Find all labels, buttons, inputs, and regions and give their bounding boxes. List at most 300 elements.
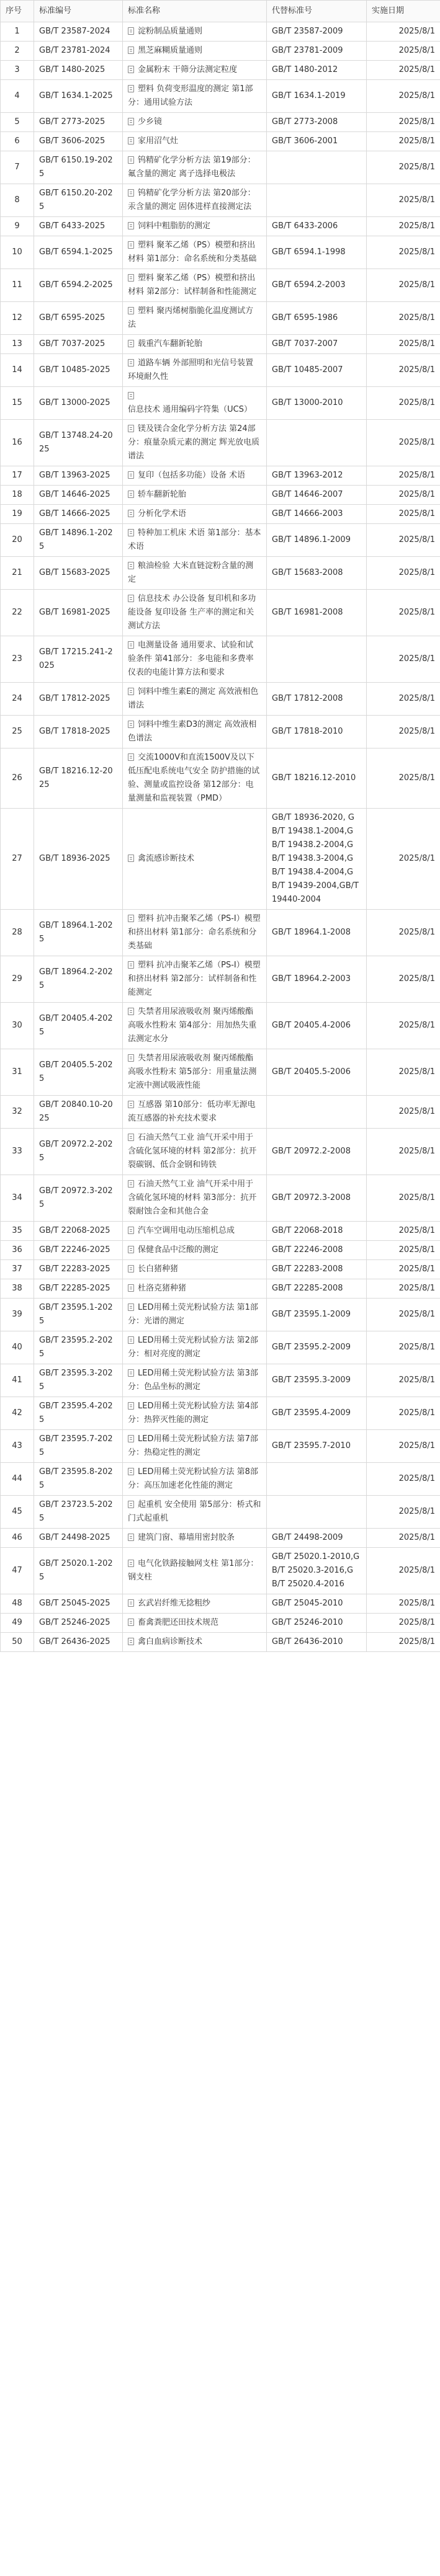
cell-name bbox=[123, 335, 267, 354]
header-name: 标准名称 bbox=[123, 1, 267, 22]
cell-name bbox=[123, 748, 267, 809]
document-icon bbox=[128, 1402, 134, 1410]
cell-seq: 12 bbox=[1, 302, 34, 335]
document-icon bbox=[128, 1227, 134, 1234]
document-icon bbox=[128, 1008, 134, 1015]
table-row bbox=[1, 636, 440, 683]
table-row bbox=[1, 1096, 440, 1129]
cell-replaces: GB/T 23595.1-2009 bbox=[267, 1299, 367, 1331]
cell-replaces: GB/T 17818-2010 bbox=[267, 716, 367, 748]
cell-code: GB/T 2773-2025 bbox=[34, 113, 123, 132]
cell-replaces: GB/T 20405.5-2006 bbox=[267, 1049, 367, 1096]
cell-code: GB/T 6433-2025 bbox=[34, 217, 123, 236]
document-icon bbox=[128, 641, 134, 649]
cell-date: 2025/8/1 bbox=[367, 1548, 440, 1594]
cell-name bbox=[123, 683, 267, 716]
document-icon bbox=[128, 529, 134, 536]
cell-code: GB/T 20972.2-2025 bbox=[34, 1129, 123, 1175]
cell-name bbox=[123, 1241, 267, 1260]
cell-seq: 7 bbox=[1, 151, 34, 184]
cell-name bbox=[123, 236, 267, 269]
cell-date: 2025/8/1 bbox=[367, 1096, 440, 1129]
cell-code: GB/T 22068-2025 bbox=[34, 1222, 123, 1241]
cell-name bbox=[123, 466, 267, 486]
cell-seq: 8 bbox=[1, 184, 34, 217]
document-icon bbox=[128, 66, 134, 73]
cell-date: 2025/8/1 bbox=[367, 1364, 440, 1397]
standard-name-text: 交流1000V和直流1500V及以下低压配电系统电气安全 防护措施的试验、测量或监控设备 第12部分：电量测量和监视装置（PMD） bbox=[128, 753, 260, 803]
cell-seq: 32 bbox=[1, 1096, 34, 1129]
cell-replaces: GB/T 1634.1-2019 bbox=[267, 80, 367, 113]
document-icon bbox=[128, 1560, 134, 1567]
document-icon bbox=[128, 1599, 134, 1607]
cell-date: 2025/8/1 bbox=[367, 184, 440, 217]
cell-date: 2025/8/1 bbox=[367, 1260, 440, 1279]
standard-name-text: 塑料 抗冲击聚苯乙烯（PS-I）模塑和挤出材料 第1部分：命名系统和分类基础 bbox=[128, 914, 261, 951]
cell-replaces: GB/T 14666-2003 bbox=[267, 505, 367, 524]
document-icon bbox=[128, 1468, 134, 1475]
cell-code: GB/T 1634.1-2025 bbox=[34, 80, 123, 113]
standard-name-text: 失禁者用尿液吸收剂 聚丙烯酸酯高吸水性粉末 第5部分：用重量法测定液中测试吸液性能 bbox=[128, 1054, 257, 1090]
table-row bbox=[1, 557, 440, 590]
cell-seq: 47 bbox=[1, 1548, 34, 1594]
cell-date: 2025/8/1 bbox=[367, 486, 440, 505]
cell-replaces: GB/T 22285-2008 bbox=[267, 1279, 367, 1299]
cell-date: 2025/8/1 bbox=[367, 636, 440, 683]
table-row bbox=[1, 910, 440, 956]
standard-name-text: 饲料中粗脂肪的测定 bbox=[138, 221, 211, 231]
cell-replaces: GB/T 6595-1986 bbox=[267, 302, 367, 335]
standard-name-text: 金属粉末 干筛分法测定粒度 bbox=[138, 65, 238, 74]
cell-name bbox=[123, 1279, 267, 1299]
cell-replaces: GB/T 23595.7-2010 bbox=[267, 1430, 367, 1463]
cell-seq: 15 bbox=[1, 387, 34, 420]
standard-name-text: 塑料 聚苯乙烯（PS）模塑和挤出材料 第2部分：试样制备和性能测定 bbox=[128, 273, 257, 296]
table-row bbox=[1, 1331, 440, 1364]
cell-date: 2025/8/1 bbox=[367, 1003, 440, 1049]
table-row bbox=[1, 151, 440, 184]
document-icon bbox=[128, 340, 134, 347]
standard-name-text: 家用沼气灶 bbox=[138, 136, 179, 146]
cell-name bbox=[123, 420, 267, 466]
cell-replaces: GB/T 24498-2009 bbox=[267, 1529, 367, 1548]
cell-seq: 43 bbox=[1, 1430, 34, 1463]
cell-date: 2025/8/1 bbox=[367, 1496, 440, 1529]
cell-code: GB/T 18964.1-2025 bbox=[34, 910, 123, 956]
document-icon bbox=[128, 85, 134, 92]
cell-name bbox=[123, 1222, 267, 1241]
cell-name bbox=[123, 1529, 267, 1548]
table-row bbox=[1, 1594, 440, 1614]
cell-replaces: GB/T 16981-2008 bbox=[267, 590, 367, 636]
document-icon bbox=[128, 274, 134, 282]
standard-name-text: 塑料 负荷变形温度的测定 第1部分：通用试验方法 bbox=[128, 84, 253, 107]
cell-replaces: GB/T 22068-2018 bbox=[267, 1222, 367, 1241]
cell-replaces: GB/T 25045-2010 bbox=[267, 1594, 367, 1614]
cell-name bbox=[123, 184, 267, 217]
cell-name bbox=[123, 1175, 267, 1222]
cell-date: 2025/8/1 bbox=[367, 1397, 440, 1430]
cell-code: GB/T 18216.12-2025 bbox=[34, 748, 123, 809]
cell-replaces: GB/T 20972.3-2008 bbox=[267, 1175, 367, 1222]
cell-date: 2025/8/1 bbox=[367, 505, 440, 524]
header-seq: 序号 bbox=[1, 1, 34, 22]
table-row bbox=[1, 1003, 440, 1049]
cell-replaces: GB/T 10485-2007 bbox=[267, 354, 367, 387]
cell-seq: 46 bbox=[1, 1529, 34, 1548]
document-icon bbox=[128, 1619, 134, 1626]
cell-replaces: GB/T 23595.3-2009 bbox=[267, 1364, 367, 1397]
cell-date: 2025/8/1 bbox=[367, 1279, 440, 1299]
document-icon bbox=[128, 1638, 134, 1645]
cell-date: 2025/8/1 bbox=[367, 113, 440, 132]
document-icon bbox=[128, 510, 134, 517]
cell-replaces: GB/T 6594.2-2003 bbox=[267, 269, 367, 302]
cell-date: 2025/8/1 bbox=[367, 1241, 440, 1260]
cell-name bbox=[123, 132, 267, 151]
cell-replaces: GB/T 23587-2009 bbox=[267, 22, 367, 42]
standard-name-text: 道路车辆 外部照明和光信号装置 环境耐久性 bbox=[128, 358, 254, 381]
cell-seq: 36 bbox=[1, 1241, 34, 1260]
cell-replaces: GB/T 20405.4-2006 bbox=[267, 1003, 367, 1049]
standard-name-text: 少乡镜 bbox=[138, 117, 163, 127]
cell-seq: 48 bbox=[1, 1594, 34, 1614]
cell-date: 2025/8/1 bbox=[367, 387, 440, 420]
table-row bbox=[1, 269, 440, 302]
cell-code: GB/T 25246-2025 bbox=[34, 1614, 123, 1633]
standard-name-text: LED用稀土荧光粉试验方法 第8部分：高压加速老化性能的测定 bbox=[128, 1467, 258, 1490]
cell-date: 2025/8/1 bbox=[367, 557, 440, 590]
cell-name bbox=[123, 1260, 267, 1279]
cell-date: 2025/8/1 bbox=[367, 420, 440, 466]
document-icon bbox=[128, 471, 134, 479]
standard-name-text: 黑芝麻糊质量通则 bbox=[138, 46, 203, 55]
table-row bbox=[1, 1279, 440, 1299]
cell-code: GB/T 23723.5-2025 bbox=[34, 1496, 123, 1529]
cell-seq: 9 bbox=[1, 217, 34, 236]
cell-replaces bbox=[267, 1463, 367, 1496]
table-row bbox=[1, 42, 440, 61]
standard-name-text: 塑料 抗冲击聚苯乙烯（PS-I）模塑和挤出材料 第2部分：试样制备和性能测定 bbox=[128, 961, 261, 997]
table-row bbox=[1, 1529, 440, 1548]
table-row bbox=[1, 590, 440, 636]
standard-name-text: 玄武岩纤维无捻粗纱 bbox=[138, 1599, 211, 1608]
cell-seq: 31 bbox=[1, 1049, 34, 1096]
document-icon bbox=[128, 1369, 134, 1377]
cell-seq: 30 bbox=[1, 1003, 34, 1049]
cell-date: 2025/8/1 bbox=[367, 1633, 440, 1652]
cell-seq: 2 bbox=[1, 42, 34, 61]
document-icon bbox=[128, 241, 134, 249]
cell-replaces: GB/T 18964.2-2003 bbox=[267, 956, 367, 1003]
table-row bbox=[1, 1548, 440, 1594]
cell-replaces: GB/T 26436-2010 bbox=[267, 1633, 367, 1652]
cell-seq: 6 bbox=[1, 132, 34, 151]
cell-name bbox=[123, 302, 267, 335]
cell-replaces: GB/T 18216.12-2010 bbox=[267, 748, 367, 809]
document-icon bbox=[128, 47, 134, 54]
cell-date: 2025/8/1 bbox=[367, 1299, 440, 1331]
document-icon bbox=[128, 1336, 134, 1344]
cell-replaces: GB/T 15683-2008 bbox=[267, 557, 367, 590]
cell-name bbox=[123, 557, 267, 590]
cell-seq: 18 bbox=[1, 486, 34, 505]
cell-seq: 42 bbox=[1, 1397, 34, 1430]
cell-name bbox=[123, 1633, 267, 1652]
cell-code: GB/T 7037-2025 bbox=[34, 335, 123, 354]
cell-seq: 26 bbox=[1, 748, 34, 809]
standard-name-text: LED用稀土荧光粉试验方法 第2部分：相对亮度的测定 bbox=[128, 1336, 258, 1359]
document-icon bbox=[128, 491, 134, 498]
standard-name-text: LED用稀土荧光粉试验方法 第1部分：光谱的测定 bbox=[128, 1303, 258, 1326]
table-row bbox=[1, 236, 440, 269]
cell-seq: 17 bbox=[1, 466, 34, 486]
cell-code: GB/T 23595.1-2025 bbox=[34, 1299, 123, 1331]
cell-seq: 44 bbox=[1, 1463, 34, 1496]
table-row bbox=[1, 1241, 440, 1260]
document-icon bbox=[128, 688, 134, 695]
cell-code: GB/T 26436-2025 bbox=[34, 1633, 123, 1652]
cell-code: GB/T 17812-2025 bbox=[34, 683, 123, 716]
cell-seq: 41 bbox=[1, 1364, 34, 1397]
cell-name bbox=[123, 1397, 267, 1430]
cell-date: 2025/8/1 bbox=[367, 590, 440, 636]
cell-seq: 10 bbox=[1, 236, 34, 269]
standard-name-text: 杜洛克猪种猪 bbox=[138, 1284, 187, 1293]
document-icon bbox=[128, 961, 134, 969]
table-row bbox=[1, 420, 440, 466]
cell-code: GB/T 6595-2025 bbox=[34, 302, 123, 335]
standard-name-text: 失禁者用尿液吸收剂 聚丙烯酸酯高吸水性粉末 第4部分：用加热失重法测定水分 bbox=[128, 1007, 257, 1044]
cell-replaces bbox=[267, 1496, 367, 1529]
cell-name bbox=[123, 716, 267, 748]
cell-date: 2025/8/1 bbox=[367, 524, 440, 557]
cell-code: GB/T 23595.3-2025 bbox=[34, 1364, 123, 1397]
cell-replaces: GB/T 3606-2001 bbox=[267, 132, 367, 151]
standard-name-text: 电气化铁路接触网支柱 第1部分：钢支柱 bbox=[128, 1559, 259, 1582]
document-icon bbox=[128, 1501, 134, 1508]
cell-seq: 19 bbox=[1, 505, 34, 524]
cell-seq: 16 bbox=[1, 420, 34, 466]
cell-date: 2025/8/1 bbox=[367, 1529, 440, 1548]
cell-name bbox=[123, 524, 267, 557]
cell-code: GB/T 6150.19-2025 bbox=[34, 151, 123, 184]
table-row bbox=[1, 1049, 440, 1096]
cell-code: GB/T 13748.24-2025 bbox=[34, 420, 123, 466]
cell-date: 2025/8/1 bbox=[367, 1463, 440, 1496]
cell-seq: 38 bbox=[1, 1279, 34, 1299]
cell-replaces: GB/T 20972.2-2008 bbox=[267, 1129, 367, 1175]
cell-code: GB/T 13000-2025 bbox=[34, 387, 123, 420]
cell-name bbox=[123, 1049, 267, 1096]
cell-replaces: GB/T 6433-2006 bbox=[267, 217, 367, 236]
cell-seq: 11 bbox=[1, 269, 34, 302]
cell-replaces bbox=[267, 636, 367, 683]
cell-replaces: GB/T 25246-2010 bbox=[267, 1614, 367, 1633]
cell-date: 2025/8/1 bbox=[367, 1430, 440, 1463]
cell-code: GB/T 17215.241-2025 bbox=[34, 636, 123, 683]
cell-date: 2025/8/1 bbox=[367, 1222, 440, 1241]
cell-seq: 29 bbox=[1, 956, 34, 1003]
standard-name-text: 信息技术 办公设备 复印机和多功能设备 复印设备 生产率的测定和关测试方法 bbox=[128, 594, 256, 631]
cell-date: 2025/8/1 bbox=[367, 269, 440, 302]
cell-code: GB/T 23595.2-2025 bbox=[34, 1331, 123, 1364]
cell-date: 2025/8/1 bbox=[367, 217, 440, 236]
cell-name bbox=[123, 42, 267, 61]
standard-name-text: 特种加工机床 术语 第1部分：基本术语 bbox=[128, 528, 261, 551]
cell-date: 2025/8/1 bbox=[367, 236, 440, 269]
standard-name-text: 石油天然气工业 油气开采中用于含硫化氢环境的材料 第2部分：抗开裂碳钢、低合金钢和铸铁 bbox=[128, 1133, 257, 1170]
table-row bbox=[1, 809, 440, 910]
table-row bbox=[1, 80, 440, 113]
cell-date: 2025/8/1 bbox=[367, 132, 440, 151]
cell-name bbox=[123, 1364, 267, 1397]
cell-replaces: GB/T 25020.1-2010,GB/T 25020.3-2016,GB/T 25020.4-2016 bbox=[267, 1548, 367, 1594]
standard-name-text: LED用稀土荧光粉试验方法 第3部分：色品坐标的测定 bbox=[128, 1369, 258, 1392]
cell-name bbox=[123, 1496, 267, 1529]
document-icon bbox=[128, 1284, 134, 1292]
cell-name bbox=[123, 1129, 267, 1175]
cell-seq: 33 bbox=[1, 1129, 34, 1175]
table-row bbox=[1, 1175, 440, 1222]
cell-replaces: GB/T 6594.1-1998 bbox=[267, 236, 367, 269]
cell-code: GB/T 20405.5-2025 bbox=[34, 1049, 123, 1096]
cell-seq: 22 bbox=[1, 590, 34, 636]
cell-date: 2025/8/1 bbox=[367, 809, 440, 910]
standard-name-text: 石油天然气工业 油气开采中用于含硫化氢环境的材料 第3部分：抗开裂耐蚀合金和其他合金 bbox=[128, 1179, 257, 1216]
document-icon bbox=[128, 1054, 134, 1062]
standard-name-text: 起重机 安全使用 第5部分：桥式和门式起重机 bbox=[128, 1500, 261, 1523]
cell-name bbox=[123, 61, 267, 80]
document-icon bbox=[128, 27, 134, 35]
cell-seq: 3 bbox=[1, 61, 34, 80]
cell-seq: 27 bbox=[1, 809, 34, 910]
cell-date: 2025/8/1 bbox=[367, 956, 440, 1003]
header-row bbox=[1, 1, 440, 22]
document-icon bbox=[128, 222, 134, 229]
document-icon bbox=[128, 1101, 134, 1108]
cell-name bbox=[123, 1463, 267, 1496]
cell-code: GB/T 23595.4-2025 bbox=[34, 1397, 123, 1430]
cell-code: GB/T 3606-2025 bbox=[34, 132, 123, 151]
cell-name bbox=[123, 1548, 267, 1594]
cell-code: GB/T 14896.1-2025 bbox=[34, 524, 123, 557]
table-row bbox=[1, 22, 440, 42]
cell-name bbox=[123, 113, 267, 132]
table-row bbox=[1, 524, 440, 557]
cell-date: 2025/8/1 bbox=[367, 42, 440, 61]
header-replaces: 代替标准号 bbox=[267, 1, 367, 22]
table-row bbox=[1, 113, 440, 132]
cell-replaces: GB/T 23781-2009 bbox=[267, 42, 367, 61]
cell-name bbox=[123, 910, 267, 956]
cell-name bbox=[123, 80, 267, 113]
standard-name-text: LED用稀土荧光粉试验方法 第7部分：热稳定性的测定 bbox=[128, 1434, 258, 1457]
cell-seq: 1 bbox=[1, 22, 34, 42]
cell-code: GB/T 17818-2025 bbox=[34, 716, 123, 748]
cell-code: GB/T 24498-2025 bbox=[34, 1529, 123, 1548]
cell-replaces: GB/T 14646-2007 bbox=[267, 486, 367, 505]
cell-replaces: GB/T 23595.4-2009 bbox=[267, 1397, 367, 1430]
table-row bbox=[1, 1463, 440, 1496]
table-row bbox=[1, 486, 440, 505]
table-row bbox=[1, 1299, 440, 1331]
cell-code: GB/T 25020.1-2025 bbox=[34, 1548, 123, 1594]
table-row bbox=[1, 1260, 440, 1279]
standard-name-text: 塑料 聚丙烯树脂脆化温度测试方法 bbox=[128, 306, 254, 329]
document-icon bbox=[128, 156, 134, 164]
standard-name-text: 复印（包括多功能）设备 术语 bbox=[138, 471, 246, 480]
table-row bbox=[1, 132, 440, 151]
cell-code: GB/T 20972.3-2025 bbox=[34, 1175, 123, 1222]
cell-seq: 25 bbox=[1, 716, 34, 748]
cell-code: GB/T 20405.4-2025 bbox=[34, 1003, 123, 1049]
cell-seq: 4 bbox=[1, 80, 34, 113]
cell-name bbox=[123, 1331, 267, 1364]
table-row bbox=[1, 956, 440, 1003]
cell-seq: 24 bbox=[1, 683, 34, 716]
cell-seq: 21 bbox=[1, 557, 34, 590]
cell-seq: 50 bbox=[1, 1633, 34, 1652]
cell-name bbox=[123, 1003, 267, 1049]
document-icon bbox=[128, 1265, 134, 1272]
cell-seq: 14 bbox=[1, 354, 34, 387]
document-icon bbox=[128, 1134, 134, 1141]
cell-date: 2025/8/1 bbox=[367, 1129, 440, 1175]
cell-code: GB/T 13963-2025 bbox=[34, 466, 123, 486]
document-icon bbox=[128, 307, 134, 314]
table-row bbox=[1, 184, 440, 217]
cell-code: GB/T 22283-2025 bbox=[34, 1260, 123, 1279]
cell-seq: 49 bbox=[1, 1614, 34, 1633]
table-row bbox=[1, 335, 440, 354]
cell-replaces: GB/T 13963-2012 bbox=[267, 466, 367, 486]
standard-name-text: 汽车空调用电动压缩机总成 bbox=[138, 1226, 235, 1235]
cell-name bbox=[123, 809, 267, 910]
cell-seq: 23 bbox=[1, 636, 34, 683]
cell-name bbox=[123, 151, 267, 184]
cell-code: GB/T 23595.8-2025 bbox=[34, 1463, 123, 1496]
table-row bbox=[1, 1496, 440, 1529]
document-icon bbox=[128, 721, 134, 728]
cell-name bbox=[123, 1096, 267, 1129]
table-row bbox=[1, 1364, 440, 1397]
document-icon bbox=[128, 915, 134, 922]
table-row bbox=[1, 61, 440, 80]
standard-name-text: 淀粉制品质量通则 bbox=[138, 27, 203, 36]
cell-replaces: GB/T 18936-2020, GB/T 19438.1-2004,GB/T 19438.2-2004,GB/T 19438.3-2004,GB/T 19438.4-2004,GB/T 19439-2004,GB/T 19440-2004 bbox=[267, 809, 367, 910]
cell-name bbox=[123, 1614, 267, 1633]
cell-date: 2025/8/1 bbox=[367, 1049, 440, 1096]
standard-name-text: 互感器 第10部分：低功率无源电流互感器的补充技术要求 bbox=[128, 1100, 256, 1123]
cell-code: GB/T 25045-2025 bbox=[34, 1594, 123, 1614]
document-icon bbox=[128, 189, 134, 197]
table-row bbox=[1, 466, 440, 486]
document-icon bbox=[128, 1246, 134, 1253]
cell-date: 2025/8/1 bbox=[367, 1175, 440, 1222]
standard-name-text: 钨精矿化学分析方法 第20部分：汞含量的测定 固体进样直接测定法 bbox=[128, 189, 256, 211]
table-row bbox=[1, 217, 440, 236]
cell-seq: 39 bbox=[1, 1299, 34, 1331]
table-row bbox=[1, 748, 440, 809]
table-row bbox=[1, 302, 440, 335]
cell-replaces: GB/T 22246-2008 bbox=[267, 1241, 367, 1260]
cell-date: 2025/8/1 bbox=[367, 683, 440, 716]
cell-code: GB/T 23587-2024 bbox=[34, 22, 123, 42]
cell-seq: 20 bbox=[1, 524, 34, 557]
table-row bbox=[1, 1430, 440, 1463]
cell-code: GB/T 20840.10-2025 bbox=[34, 1096, 123, 1129]
